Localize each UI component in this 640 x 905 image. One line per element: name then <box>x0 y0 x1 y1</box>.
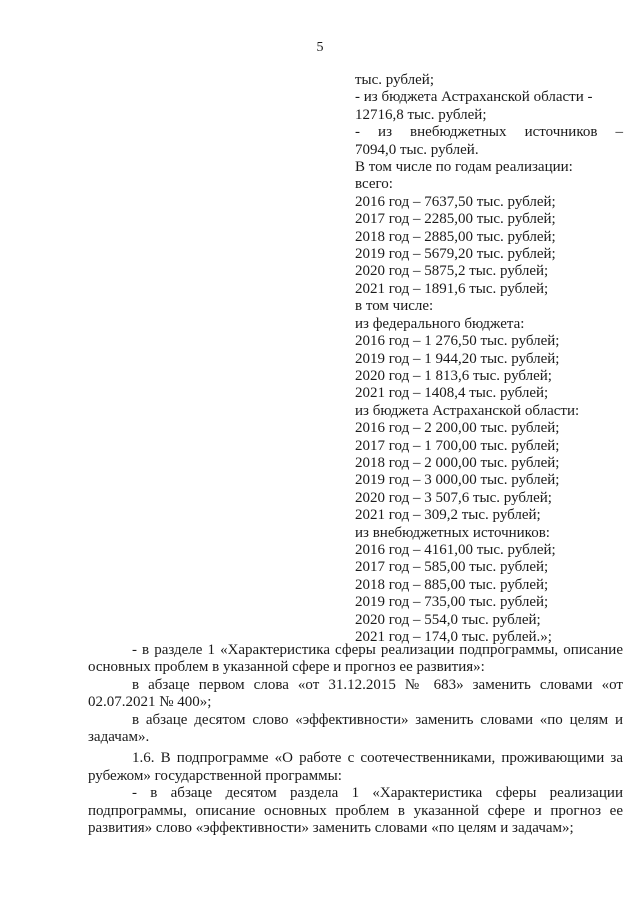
offbudget-word: – <box>615 124 623 141</box>
funding-line: 2017 год – 2285,00 тыс. рублей; <box>355 211 556 228</box>
funding-line: В том числе по годам реализации: <box>355 159 573 176</box>
funding-line: 2016 год – 4161,00 тыс. рублей; <box>355 541 556 558</box>
funding-line: 2020 год – 3 507,6 тыс. рублей; <box>355 489 552 506</box>
funding-line: 12716,8 тыс. рублей; <box>355 106 487 123</box>
funding-line: 2016 год – 7637,50 тыс. рублей; <box>355 193 556 210</box>
funding-line: 7094,0 тыс. рублей. <box>355 141 479 158</box>
funding-line: 2016 год – 2 200,00 тыс. рублей; <box>355 420 560 437</box>
funding-line: 2019 год – 3 000,00 тыс. рублей; <box>355 472 560 489</box>
amendment-text <box>88 642 623 837</box>
paragraph-first-abzac: в абзаце первом слова «от 31.12.2015 № 683» заменить словами «от 02.07.2021 № 400»; <box>88 676 623 711</box>
paragraph-subprogram-1-6: 1.6. В подпрограмме «О работе с соотечественниками, проживающими за рубежом» государственной программы: <box>88 750 623 784</box>
funding-line: в том числе: <box>355 298 434 315</box>
funding-line: 2019 год – 1 944,20 тыс. рублей; <box>355 350 560 367</box>
funding-line: 2016 год – 1 276,50 тыс. рублей; <box>355 333 560 350</box>
funding-block <box>355 72 623 646</box>
page-number: 5 <box>316 40 324 55</box>
funding-line: 2020 год – 5875,2 тыс. рублей; <box>355 263 549 280</box>
funding-line: из бюджета Астраханской области: <box>355 402 580 419</box>
offbudget-sources-line <box>355 124 623 141</box>
funding-line: 2021 год – 309,2 тыс. рублей; <box>355 507 541 524</box>
funding-line: 2017 год – 585,00 тыс. рублей; <box>355 559 549 576</box>
funding-line: 2021 год – 174,0 тыс. рублей.»; <box>355 629 552 645</box>
paragraph-tenth-abzac: в абзаце десятом слово «эффективности» заменить словами «по целям и задачам». <box>88 711 623 746</box>
funding-line: тыс. рублей; <box>355 72 434 88</box>
funding-by-year-list <box>355 142 623 647</box>
funding-line: 2018 год – 2885,00 тыс. рублей; <box>355 228 556 245</box>
funding-line: - из бюджета Астраханской области - <box>355 89 593 106</box>
funding-line: из внебюджетных источников: <box>355 524 550 541</box>
offbudget-word: внебюджетных <box>410 124 507 141</box>
offbudget-word: источников <box>524 124 598 141</box>
funding-line: 2020 год – 554,0 тыс. рублей; <box>355 611 541 628</box>
funding-line: 2021 год – 1891,6 тыс. рублей; <box>355 280 549 297</box>
funding-line: 2018 год – 885,00 тыс. рублей; <box>355 576 549 593</box>
funding-line: 2020 год – 1 813,6 тыс. рублей; <box>355 367 552 384</box>
funding-line: всего: <box>355 176 393 193</box>
offbudget-word: - <box>355 124 360 141</box>
funding-line: из федерального бюджета: <box>355 315 525 332</box>
funding-line: 2017 год – 1 700,00 тыс. рублей; <box>355 437 560 454</box>
funding-line: 2021 год – 1408,4 тыс. рублей; <box>355 385 549 402</box>
paragraph-section1-heading: - в разделе 1 «Характеристика сферы реализации подпрограммы, описание основных проблем в указанной сфере и прогноз ее развития»: <box>88 642 623 676</box>
funding-line: 2019 год – 5679,20 тыс. рублей; <box>355 246 556 263</box>
paragraph-subprogram-change: - в абзаце десятом раздела 1 «Характеристика сферы реализации подпрограммы, описание основных проблем в указанной сфере и прогноз ее развития» слово «эффективности» заменить словами «по целям и задачам»; <box>88 785 623 837</box>
offbudget-word: из <box>378 124 392 141</box>
funding-line: 2019 год – 735,00 тыс. рублей; <box>355 594 549 611</box>
funding-line: 2018 год – 2 000,00 тыс. рублей; <box>355 454 560 471</box>
